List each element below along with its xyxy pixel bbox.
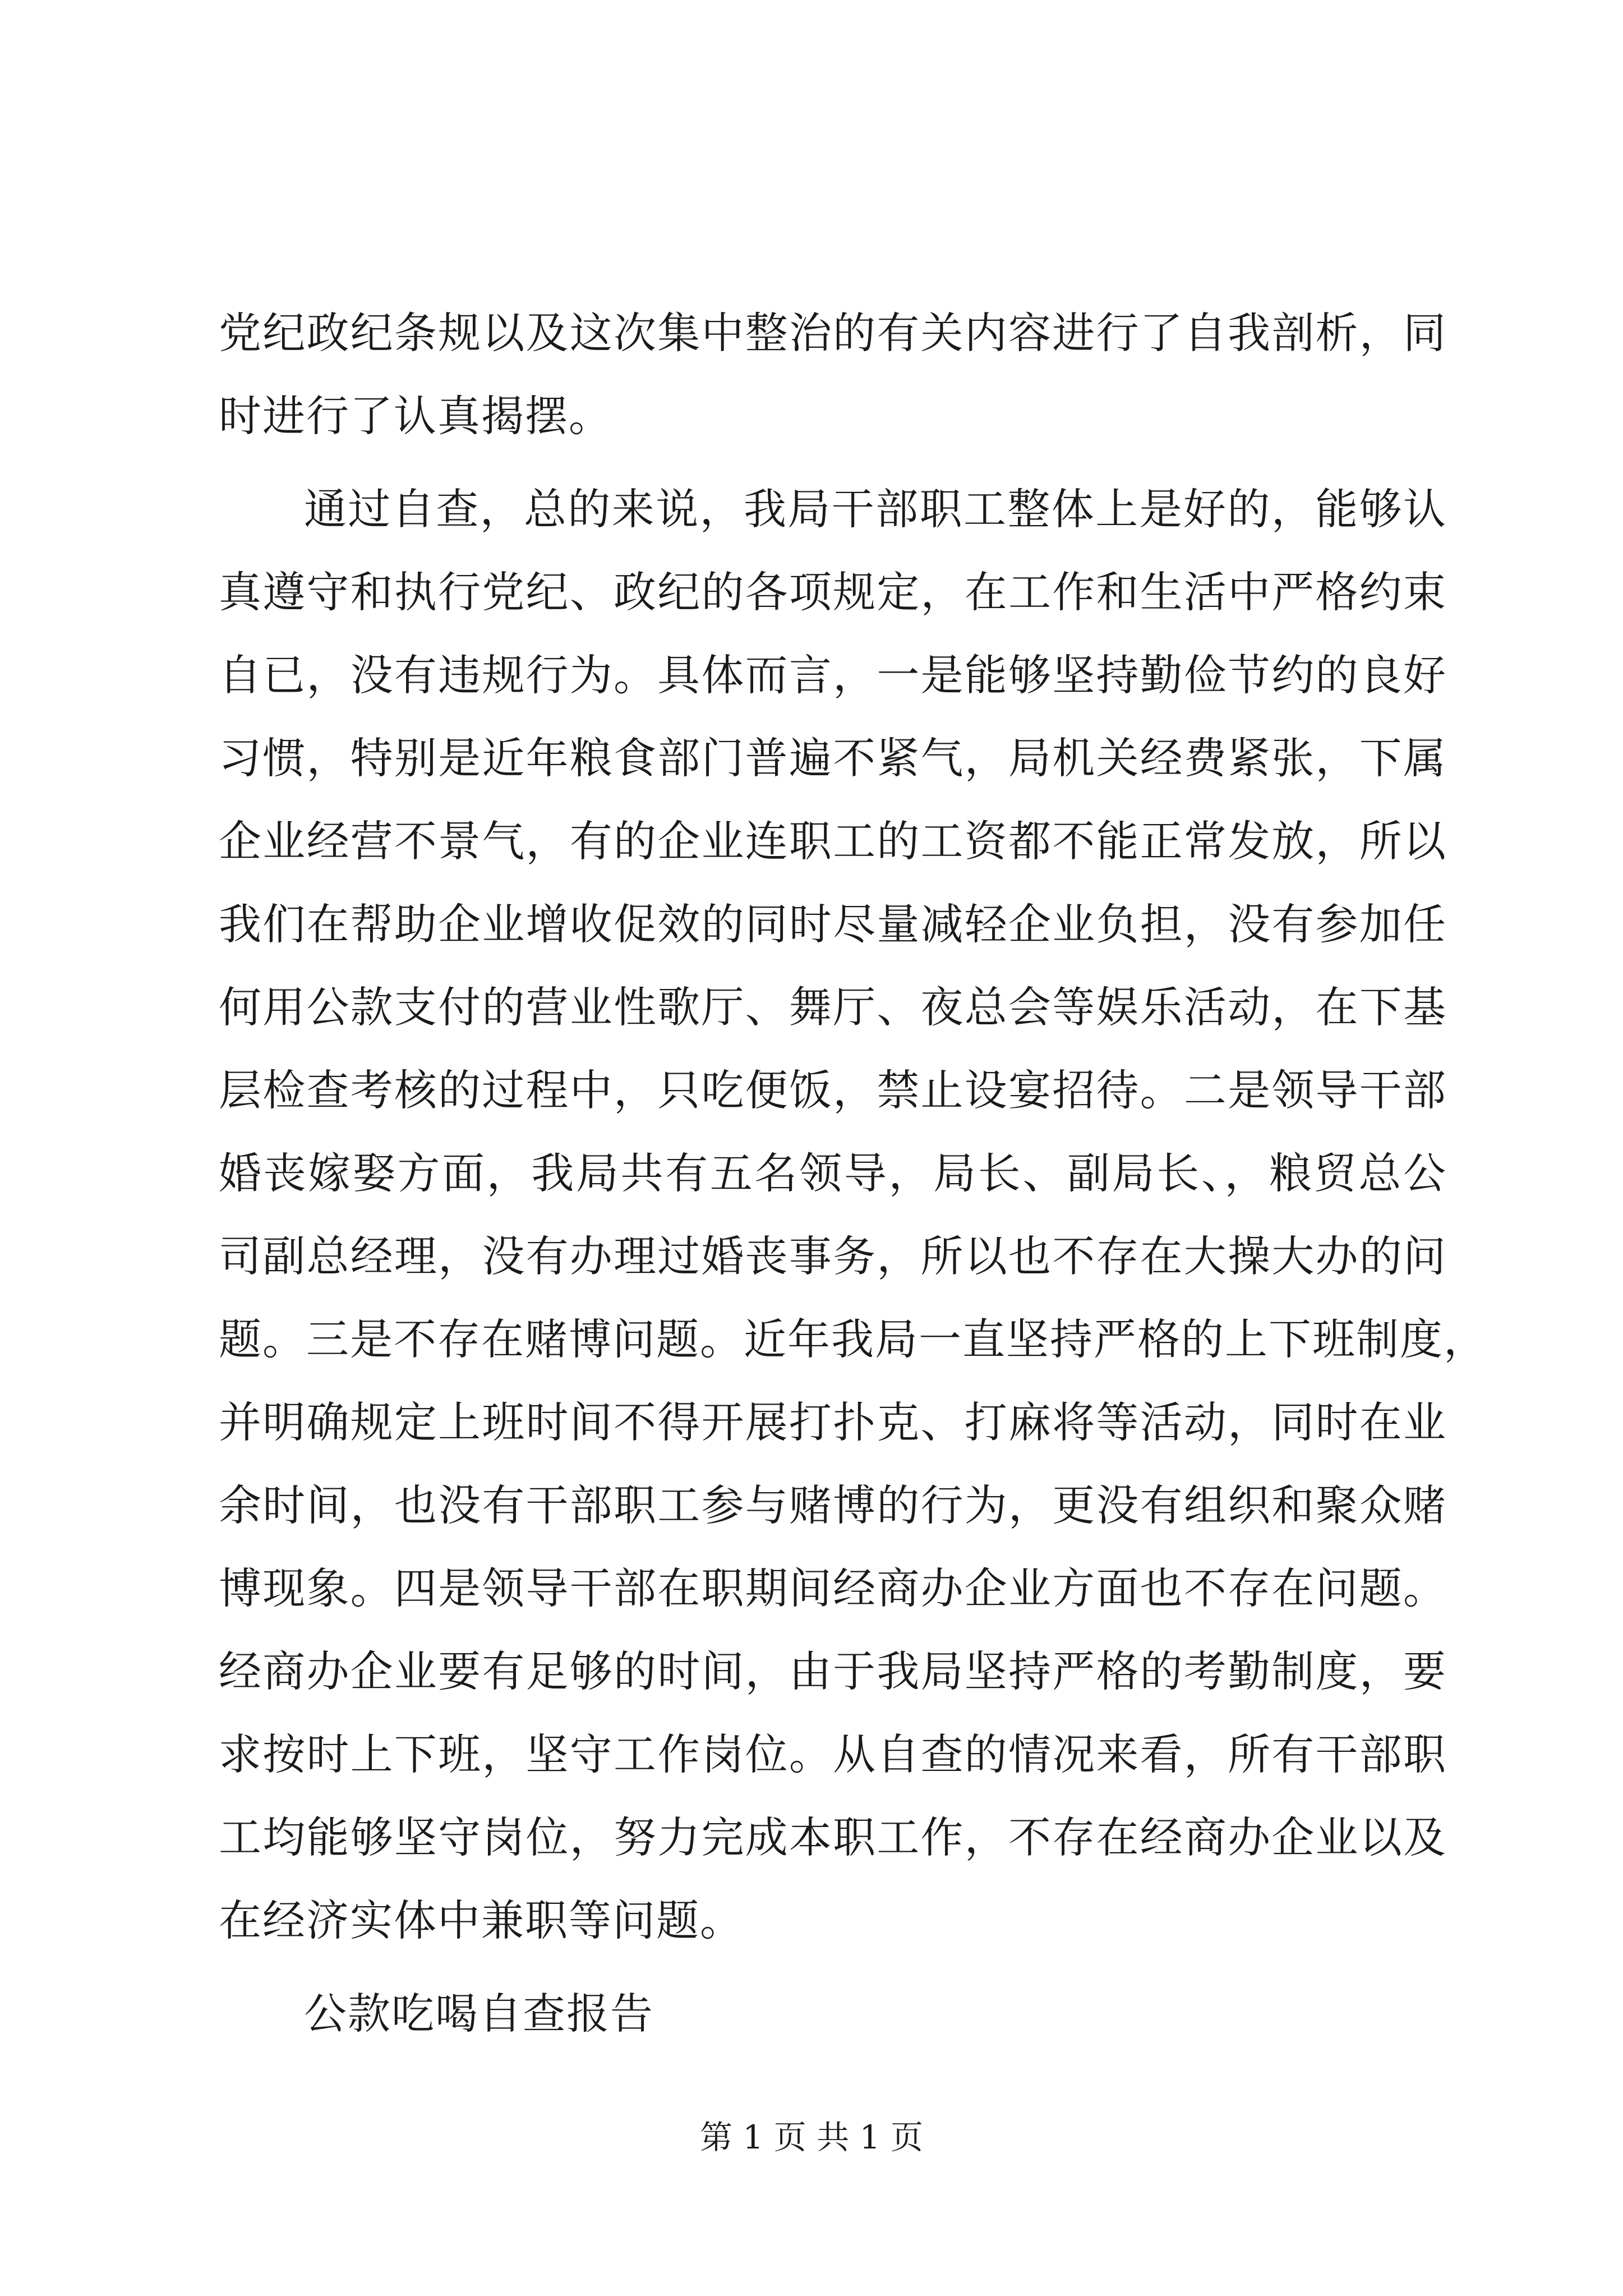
text-line: 司副总经理，没有办理过婚丧事务，所以也不存在大操大办的问: [219, 1231, 1447, 1281]
text-line: 真遵守和执行党纪、政纪的各项规定，在工作和生活中严格约束: [219, 567, 1447, 617]
text-line: 求按时上下班，坚守工作岗位。从自查的情况来看，所有干部职: [219, 1729, 1447, 1779]
page-footer: 第 1 页 共 1 页: [700, 2118, 923, 2156]
text-line: 余时间，也没有干部职工参与赌博的行为，更没有组织和聚众赌: [219, 1480, 1447, 1530]
text-line: 企业经营不景气，有的企业连职工的工资都不能正常发放，所以: [219, 816, 1447, 866]
text-line: 我们在帮助企业增收促效的同时尽量减轻企业负担，没有参加任: [219, 899, 1447, 949]
paragraph-1: [219, 292, 1447, 458]
text-line: 习惯，特别是近年粮食部门普遍不紧气，局机关经费紧张，下属: [219, 733, 1447, 783]
text-line: 通过自查，总的来说，我局干部职工整体上是好的，能够认: [304, 484, 1447, 534]
text-line: 经商办企业要有足够的时间，由于我局坚持严格的考勤制度，要: [219, 1646, 1447, 1696]
document-body: [219, 292, 1487, 2055]
paragraph-2: [219, 468, 1487, 1962]
text-line: 层检查考核的过程中，只吃便饭，禁止设宴招待。二是领导干部: [219, 1065, 1447, 1115]
text-line: 博现象。四是领导干部在职期间经商办企业方面也不存在问题。: [219, 1563, 1447, 1613]
text-line: 公款吃喝自查报告: [304, 1989, 654, 2039]
text-line: 党纪政纪条规以及这次集中整治的有关内容进行了自我剖析，同: [219, 308, 1447, 358]
paragraph-3: [219, 1972, 1447, 2055]
text-line: 自已，没有违规行为。具体而言，一是能够坚持勤俭节约的良好: [219, 650, 1447, 700]
text-line: 并明确规定上班时间不得开展打扑克、打麻将等活动，同时在业: [219, 1397, 1447, 1447]
text-line: 在经济实体中兼职等问题。: [219, 1895, 744, 1945]
text-line: 时进行了认真揭摆。: [219, 391, 612, 441]
text-line: 题。三是不存在赌博问题。近年我局一直坚持严格的上下班制度，: [219, 1314, 1487, 1364]
text-line: 何用公款支付的营业性歌厅、舞厅、夜总会等娱乐活动，在下基: [219, 982, 1447, 1032]
text-line: 婚丧嫁娶方面，我局共有五名领导，局长、副局长、，粮贸总公: [219, 1148, 1447, 1198]
text-line: 工均能够坚守岗位，努力完成本职工作，不存在经商办企业以及: [219, 1812, 1447, 1862]
